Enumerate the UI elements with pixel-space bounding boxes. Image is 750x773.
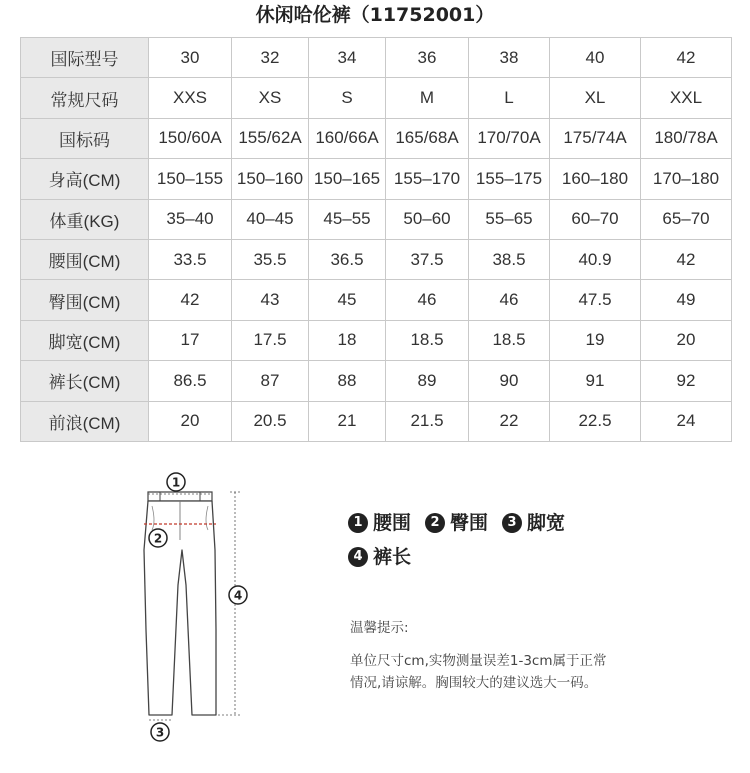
table-row (21, 239, 732, 279)
legend-label: 腰围 (373, 512, 412, 534)
svg-text:1: 1 (171, 475, 181, 490)
table-row (21, 118, 732, 158)
table-cell: 22.5 (550, 401, 641, 441)
svg-text:4: 4 (233, 588, 243, 603)
tips-line-1: 单位尺寸cm,实物测量误差1-3cm属于正常 (350, 653, 607, 669)
pants-diagram (130, 470, 260, 745)
table-cell: 36 (386, 38, 469, 78)
table-cell: 86.5 (149, 361, 232, 401)
table-cell: 165/68A (386, 118, 469, 158)
tips-line-2: 情况,请谅解。胸围较大的建议选大一码。 (350, 675, 598, 691)
table-cell: 22 (469, 401, 550, 441)
table-cell: 17.5 (232, 320, 309, 360)
table-cell: 170/70A (469, 118, 550, 158)
marker-waist (167, 473, 185, 491)
table-cell: 45 (309, 280, 386, 320)
table-cell: 49 (641, 280, 732, 320)
table-cell: 90 (469, 361, 550, 401)
table-cell: 18.5 (386, 320, 469, 360)
table-cell: 17 (149, 320, 232, 360)
table-cell: 92 (641, 361, 732, 401)
table-cell: 150/60A (149, 118, 232, 158)
size-table (20, 37, 732, 442)
table-cell: 87 (232, 361, 309, 401)
page-title: 休闲哈伦裤（11752001） (255, 4, 495, 26)
table-cell: 46 (386, 280, 469, 320)
table-cell: 43 (232, 280, 309, 320)
table-cell: 89 (386, 361, 469, 401)
row-header: 臀围(CM) (21, 280, 149, 320)
table-cell: XXL (641, 78, 732, 118)
table-cell: 42 (641, 239, 732, 279)
table-cell: 19 (550, 320, 641, 360)
table-cell: M (386, 78, 469, 118)
table-cell: 33.5 (149, 239, 232, 279)
table-cell: 175/74A (550, 118, 641, 158)
marker-hem (151, 723, 169, 741)
svg-text:2: 2 (153, 531, 163, 546)
table-cell: 20.5 (232, 401, 309, 441)
table-cell: 21.5 (386, 401, 469, 441)
table-cell: 40.9 (550, 239, 641, 279)
legend-label: 裤长 (373, 546, 412, 568)
table-cell: 47.5 (550, 280, 641, 320)
row-header: 前浪(CM) (21, 401, 149, 441)
row-header: 身高(CM) (21, 159, 149, 199)
table-row (21, 78, 732, 118)
table-cell: 38 (469, 38, 550, 78)
table-cell: 32 (232, 38, 309, 78)
number-4-icon: 4 (348, 547, 368, 567)
table-cell: 50–60 (386, 199, 469, 239)
table-cell: L (469, 78, 550, 118)
table-cell: 91 (550, 361, 641, 401)
row-header: 腰围(CM) (21, 239, 149, 279)
table-cell: 42 (641, 38, 732, 78)
table-cell: 150–160 (232, 159, 309, 199)
table-cell: 160/66A (309, 118, 386, 158)
number-1-icon: 1 (348, 513, 368, 533)
table-cell: 35–40 (149, 199, 232, 239)
table-cell: XL (550, 78, 641, 118)
svg-text:3: 3 (155, 725, 165, 740)
table-cell: 20 (641, 320, 732, 360)
table-cell: 30 (149, 38, 232, 78)
table-cell: 155–170 (386, 159, 469, 199)
table-cell: 18.5 (469, 320, 550, 360)
row-header: 国际型号 (21, 38, 149, 78)
table-cell: 155/62A (232, 118, 309, 158)
legend-label: 臀围 (450, 512, 489, 534)
table-row (21, 361, 732, 401)
tips-box (350, 619, 680, 694)
table-cell: 21 (309, 401, 386, 441)
table-row (21, 401, 732, 441)
table-cell: 170–180 (641, 159, 732, 199)
table-cell: 45–55 (309, 199, 386, 239)
table-cell: 65–70 (641, 199, 732, 239)
legend-item-length (348, 542, 411, 572)
table-cell: XXS (149, 78, 232, 118)
table-cell: 160–180 (550, 159, 641, 199)
table-cell: 88 (309, 361, 386, 401)
number-3-icon: 3 (502, 513, 522, 533)
legend-row-2 (348, 540, 678, 574)
marker-length (229, 586, 247, 604)
legend-item-waist (348, 508, 411, 538)
legend-label: 脚宽 (527, 512, 566, 534)
row-header: 裤长(CM) (21, 361, 149, 401)
row-header: 常规尺码 (21, 78, 149, 118)
legend-item-hem (502, 508, 565, 538)
table-cell: 180/78A (641, 118, 732, 158)
table-cell: 155–175 (469, 159, 550, 199)
table-cell: 55–65 (469, 199, 550, 239)
table-cell: 36.5 (309, 239, 386, 279)
number-2-icon: 2 (425, 513, 445, 533)
legend-row-1 (348, 506, 678, 540)
table-cell: 18 (309, 320, 386, 360)
table-cell: 60–70 (550, 199, 641, 239)
row-header: 体重(KG) (21, 199, 149, 239)
table-row (21, 320, 732, 360)
table-cell: 20 (149, 401, 232, 441)
table-cell: 35.5 (232, 239, 309, 279)
table-cell: 46 (469, 280, 550, 320)
measure-legend (348, 506, 678, 574)
table-cell: 24 (641, 401, 732, 441)
pants-waistband (148, 492, 212, 501)
tips-title: 温馨提示: (350, 620, 409, 636)
row-header: 国标码 (21, 118, 149, 158)
table-cell: 40 (550, 38, 641, 78)
legend-item-hip (425, 508, 488, 538)
table-cell: 38.5 (469, 239, 550, 279)
row-header: 脚宽(CM) (21, 320, 149, 360)
table-row (21, 280, 732, 320)
table-row (21, 199, 732, 239)
table-cell: 42 (149, 280, 232, 320)
table-row (21, 159, 732, 199)
table-cell: 40–45 (232, 199, 309, 239)
table-cell: XS (232, 78, 309, 118)
table-cell: S (309, 78, 386, 118)
table-cell: 34 (309, 38, 386, 78)
table-row (21, 38, 732, 78)
table-cell: 150–165 (309, 159, 386, 199)
table-cell: 37.5 (386, 239, 469, 279)
table-cell: 150–155 (149, 159, 232, 199)
marker-hip (149, 529, 167, 547)
